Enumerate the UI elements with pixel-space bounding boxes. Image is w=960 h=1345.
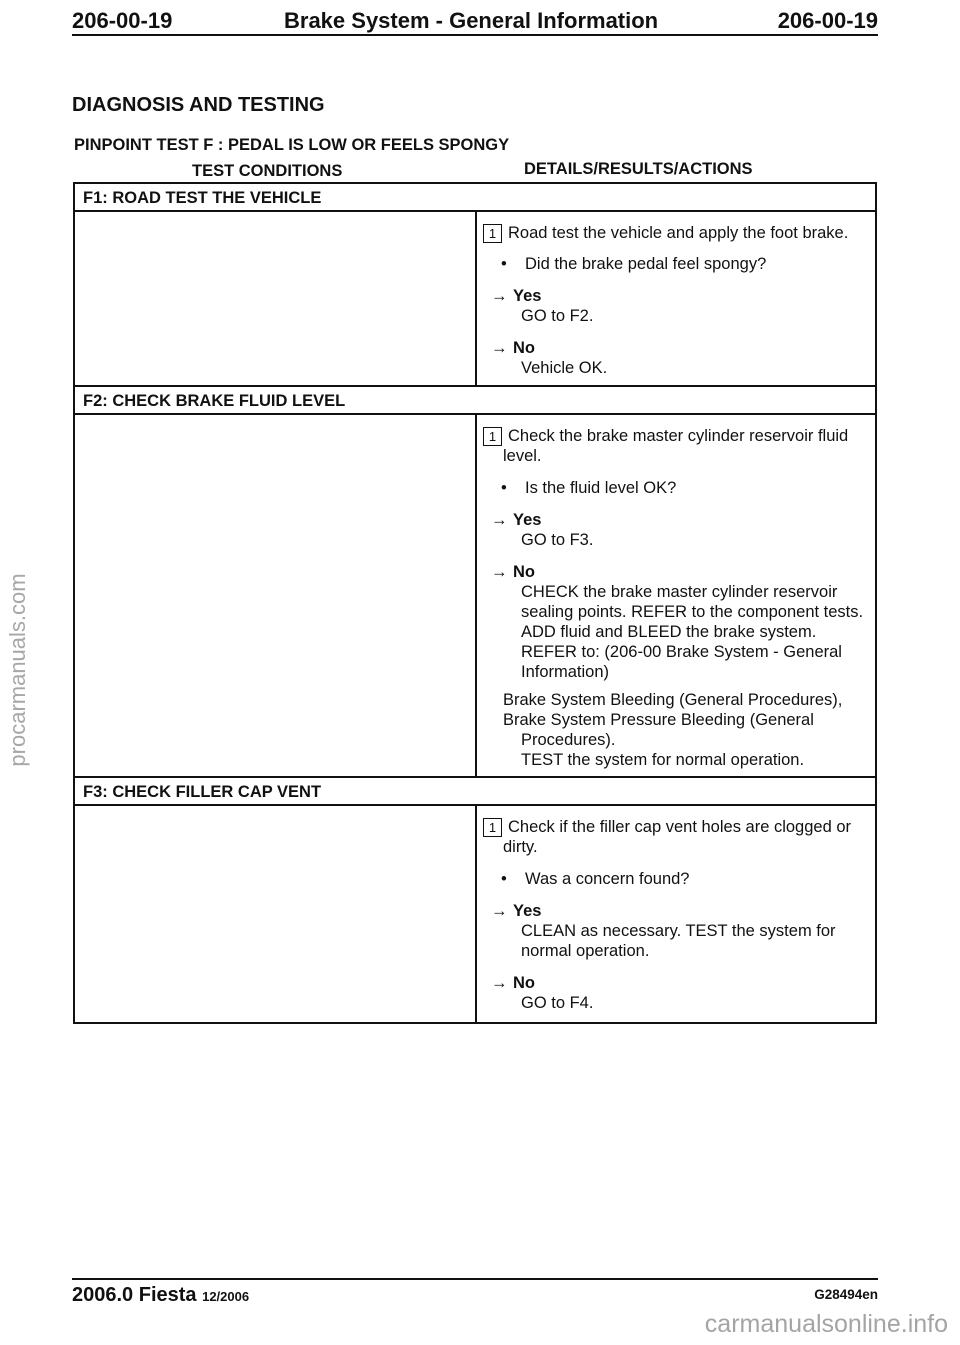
footer-model bbox=[72, 1284, 249, 1307]
page-number-left: 206-00-19 bbox=[72, 8, 173, 33]
step-f3-body bbox=[75, 806, 875, 1022]
step-number-box: 1 bbox=[483, 427, 502, 446]
page-header bbox=[72, 6, 878, 34]
step-f1-no-branch bbox=[483, 338, 871, 358]
instruction-text: Check if the filler cap vent holes are clogged or bbox=[508, 818, 852, 836]
reference-line: Brake System Pressure Bleeding (General bbox=[503, 711, 814, 729]
step-f3-details bbox=[483, 817, 871, 1013]
no-label: No bbox=[513, 563, 535, 581]
no-action-line: Information) bbox=[521, 663, 610, 681]
step-f3-question: • Was a concern found? bbox=[501, 869, 871, 889]
side-watermark bbox=[0, 540, 38, 800]
no-label: No bbox=[513, 974, 535, 992]
reference-line: TEST the system for normal operation. bbox=[521, 751, 805, 769]
arrow-icon: → bbox=[491, 287, 508, 305]
reference-line: Brake System Bleeding (General Procedures), bbox=[503, 691, 843, 709]
no-action-line: CHECK the brake master cylinder reservoir bbox=[521, 583, 838, 601]
footer-doc-code: G28494en bbox=[814, 1287, 878, 1302]
pinpoint-test-table bbox=[73, 182, 877, 1024]
no-action: GO to F4. bbox=[521, 994, 594, 1012]
no-action: Vehicle OK. bbox=[521, 359, 608, 377]
footer-date: 12/2006 bbox=[202, 1289, 250, 1304]
instruction-text: Check the brake master cylinder reservoir fluid bbox=[508, 427, 849, 445]
step-f1-details bbox=[483, 223, 871, 378]
footer-model-name: 2006.0 Fiesta bbox=[72, 1284, 197, 1306]
step-f3-title: F3: CHECK FILLER CAP VENT bbox=[75, 778, 875, 806]
instruction-text: Road test the vehicle and apply the foot brake. bbox=[508, 224, 849, 242]
arrow-icon: → bbox=[491, 339, 508, 357]
column-divider bbox=[475, 806, 477, 1022]
step-f1-yes-branch bbox=[483, 286, 871, 306]
step-f2-instruction bbox=[483, 426, 871, 446]
step-f2-yes-branch bbox=[483, 510, 871, 530]
step-number-box: 1 bbox=[483, 818, 502, 837]
yes-action-line: CLEAN as necessary. TEST the system for bbox=[521, 922, 836, 940]
no-action-line: REFER to: (206-00 Brake System - General bbox=[521, 643, 842, 661]
yes-label: Yes bbox=[513, 511, 542, 529]
step-f1-title: F1: ROAD TEST THE VEHICLE bbox=[75, 184, 875, 212]
step-f3-instruction bbox=[483, 817, 871, 837]
no-action-line: sealing points. REFER to the component tests. bbox=[521, 603, 864, 621]
pinpoint-test-title: PINPOINT TEST F : PEDAL IS LOW OR FEELS SPONGY bbox=[74, 136, 510, 154]
yes-action-line: normal operation. bbox=[521, 942, 650, 960]
instruction-text-cont: dirty. bbox=[503, 838, 538, 856]
header-rule bbox=[72, 34, 878, 36]
column-header-test-conditions: TEST CONDITIONS bbox=[192, 162, 343, 180]
section-title: DIAGNOSIS AND TESTING bbox=[72, 94, 325, 116]
step-f3-no-branch bbox=[483, 973, 871, 993]
page-header-title: Brake System - General Information bbox=[284, 8, 659, 33]
bottom-watermark: carmanualsonline.info bbox=[704, 1310, 948, 1338]
instruction-text-cont: level. bbox=[503, 447, 542, 465]
step-f2-question: • Is the fluid level OK? bbox=[501, 478, 871, 498]
step-f2-title: F2: CHECK BRAKE FLUID LEVEL bbox=[75, 387, 875, 415]
column-header-details: DETAILS/RESULTS/ACTIONS bbox=[524, 160, 753, 178]
step-f1-instruction bbox=[483, 223, 871, 243]
step-f2-body bbox=[75, 415, 875, 778]
yes-action: GO to F2. bbox=[521, 307, 594, 325]
no-label: No bbox=[513, 339, 535, 357]
step-f3-yes-branch bbox=[483, 901, 871, 921]
step-f2-details bbox=[483, 426, 871, 770]
column-divider bbox=[475, 415, 477, 778]
yes-label: Yes bbox=[513, 287, 542, 305]
step-number-box: 1 bbox=[483, 224, 502, 243]
step-f1-question: • Did the brake pedal feel spongy? bbox=[501, 254, 871, 274]
yes-action: GO to F3. bbox=[521, 531, 594, 549]
step-f2-no-branch bbox=[483, 562, 871, 582]
step-f1-body bbox=[75, 212, 875, 387]
page-number-right: 206-00-19 bbox=[777, 8, 878, 33]
arrow-icon: → bbox=[491, 511, 508, 529]
no-action-line: ADD fluid and BLEED the brake system. bbox=[521, 623, 817, 641]
side-watermark-text: procarmanuals.com bbox=[5, 573, 30, 767]
footer-rule bbox=[72, 1278, 878, 1280]
reference-line: Procedures). bbox=[521, 731, 616, 749]
arrow-icon: → bbox=[491, 563, 508, 581]
arrow-icon: → bbox=[491, 974, 508, 992]
column-divider bbox=[475, 212, 477, 387]
arrow-icon: → bbox=[491, 902, 508, 920]
yes-label: Yes bbox=[513, 902, 542, 920]
